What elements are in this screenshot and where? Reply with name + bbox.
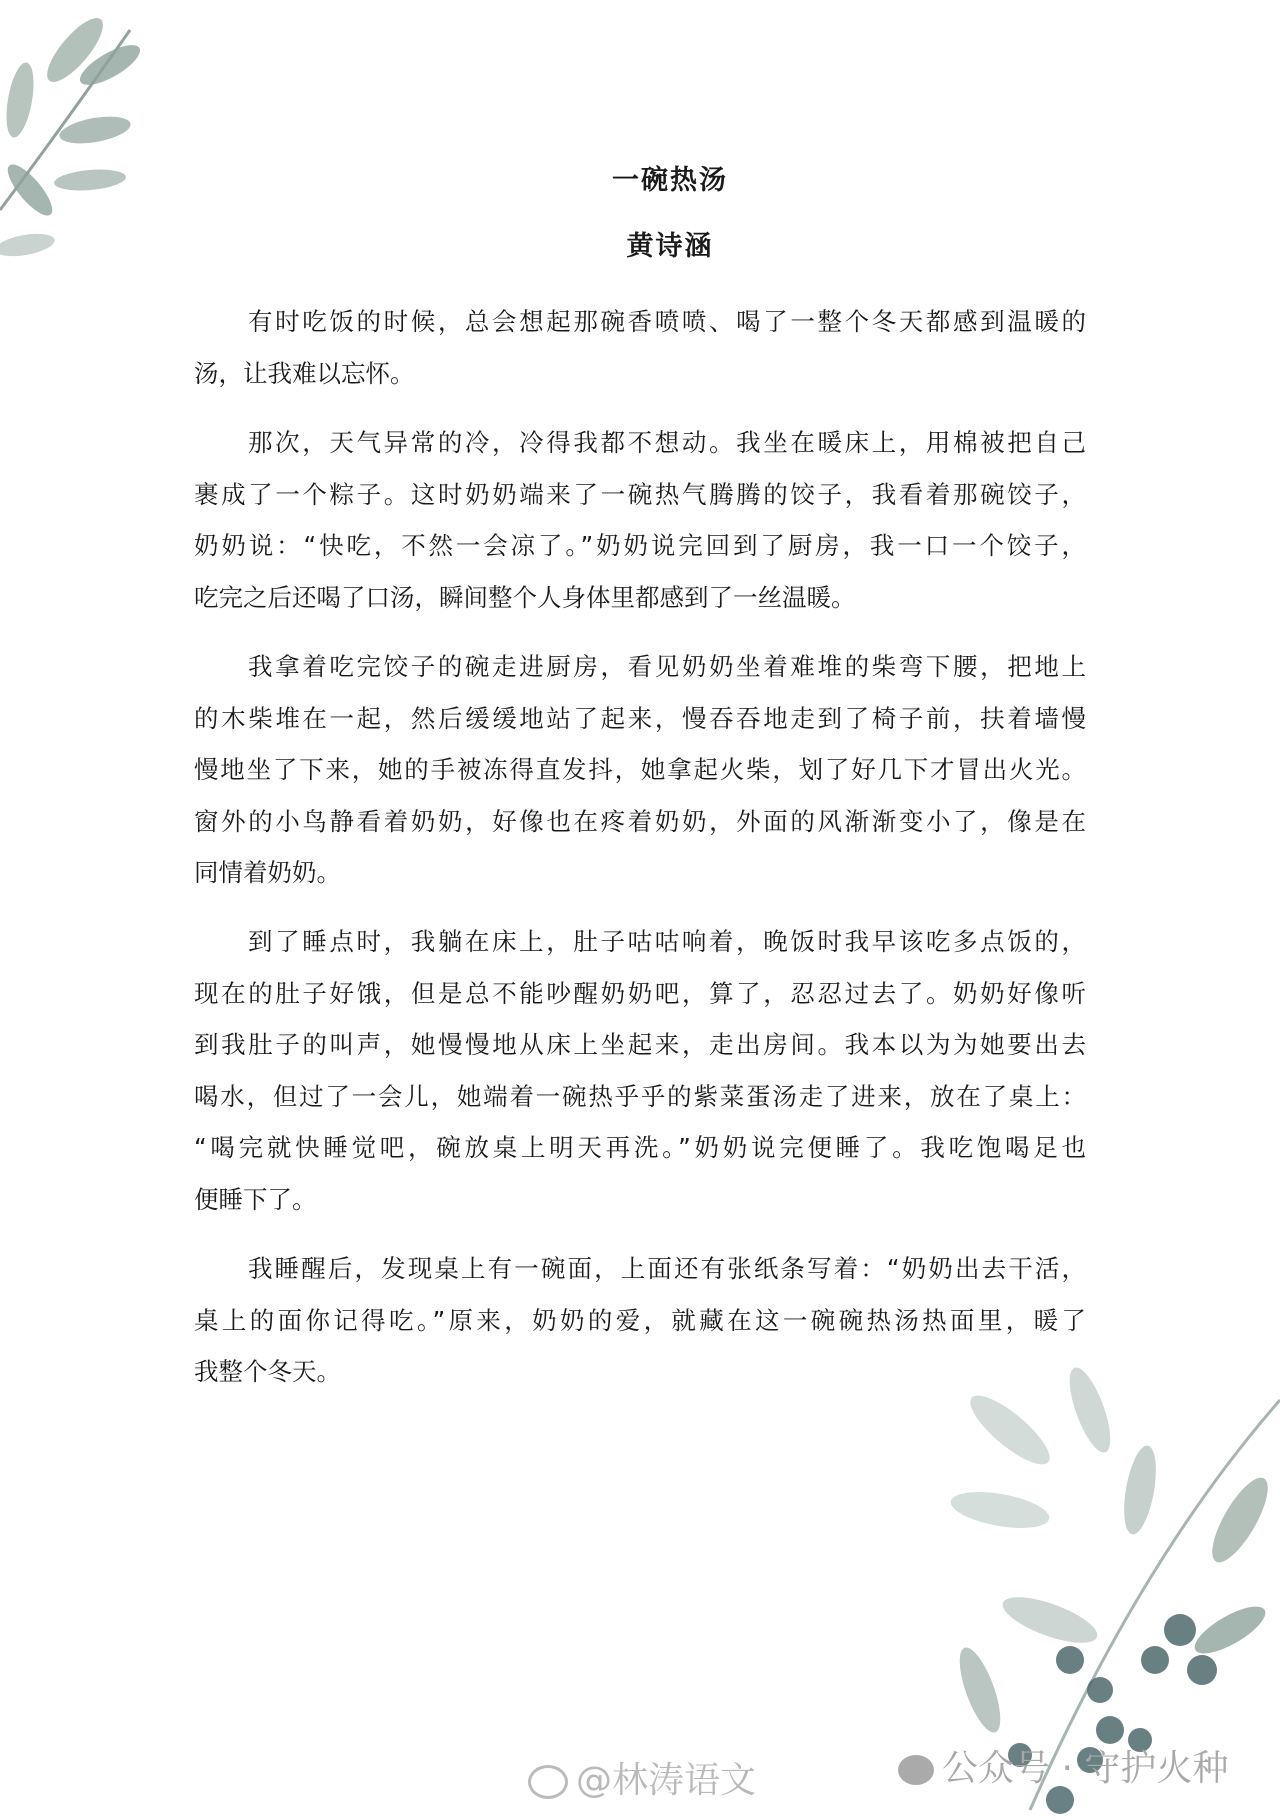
text-line: 窗外的小鸟静看着奶奶，好像也在疼着奶奶，外面的风渐渐变小了，像是在	[194, 806, 1086, 836]
essay-title: 一碗热汤	[612, 165, 728, 196]
text-line: 同情着奶奶。	[194, 858, 341, 887]
paragraph-3	[194, 641, 1086, 899]
paragraph-5	[194, 1243, 1086, 1398]
text-line: 到我肚子的叫声，她慢慢地从床上坐起来，走出房间。我本以为为她要出去	[194, 1030, 1086, 1059]
weibo-handle: @林涛语文	[576, 1760, 757, 1801]
text-line: 吃完之后还喝了口汤，瞬间整个人身体里都感到了一丝温暖。	[194, 582, 856, 612]
text-line: “喝完就快睡觉吧，碗放桌上明天再洗。”奶奶说完便睡了。我吃饱喝足也	[194, 1133, 1086, 1162]
text-line: 有时吃饭的时候，总会想起那碗香喷喷、喝了一整个冬天都感到温暖的	[248, 307, 1086, 336]
wechat-icon	[898, 1755, 934, 1785]
paragraph-1	[194, 296, 1086, 399]
text-line: 那次，天气异常的冷，冷得我都不想动。我坐在暖床上，用棉被把自己	[248, 428, 1086, 457]
paragraph-4	[194, 916, 1086, 1225]
text-line: 现在的肚子好饿，但是总不能吵醒奶奶吧，算了，忍忍过去了。奶奶好像听	[194, 978, 1086, 1008]
text-line: 裹成了一个粽子。这时奶奶端来了一碗热气腾腾的饺子，我看着那碗饺子，	[194, 479, 1086, 509]
paragraph-2	[194, 417, 1086, 623]
wechat-account: 公众号 · 守护火种	[942, 1748, 1229, 1789]
text-line: 桌上的面你记得吃。”原来，奶奶的爱，就藏在这一碗碗热汤热面里，暖了	[194, 1305, 1086, 1335]
weibo-watermark	[528, 1752, 756, 1803]
wechat-watermark	[898, 1740, 1228, 1791]
text-line: 奶奶说：“快吃，不然一会凉了。”奶奶说完回到了厨房，我一口一个饺子，	[194, 531, 1086, 560]
weibo-icon	[528, 1765, 568, 1799]
author-name: 黄诗涵	[626, 231, 714, 262]
text-line: 的木柴堆在一起，然后缓缓地站了起来，慢吞吞地走到了椅子前，扶着墙慢	[194, 703, 1086, 733]
text-line: 到了睡点时，我躺在床上，肚子咕咕响着，晚饭时我早该吃多点饭的，	[248, 927, 1086, 956]
text-line: 汤，让我难以忘怀。	[194, 358, 415, 388]
text-line: 我睡醒后，发现桌上有一碗面，上面还有张纸条写着：“奶奶出去干活，	[248, 1254, 1086, 1283]
text-line: 喝水，但过了一会儿，她端着一碗热乎乎的紫菜蛋汤走了进来，放在了桌上：	[194, 1081, 1086, 1111]
text-line: 我整个冬天。	[194, 1357, 341, 1386]
text-line: 便睡下了。	[194, 1184, 317, 1214]
text-line: 慢地坐了下来，她的手被冻得直发抖，她拿起火柴，划了好几下才冒出火光。	[194, 755, 1086, 784]
text-line: 我拿着吃完饺子的碗走进厨房，看见奶奶坐着难堆的柴弯下腰，把地上	[248, 652, 1086, 681]
